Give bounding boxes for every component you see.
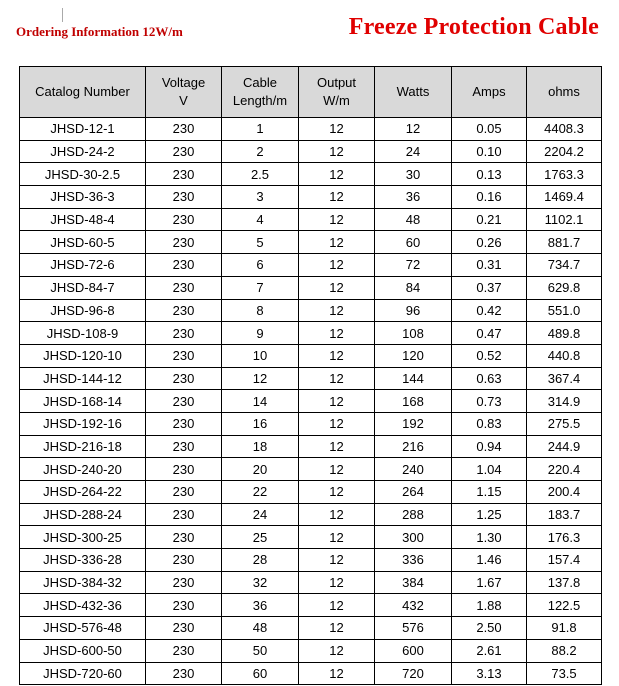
cell-amps: 2.61: [452, 639, 527, 662]
table-row: [20, 662, 602, 685]
table-row: [20, 186, 602, 209]
cell-ohms: 183.7: [527, 503, 602, 526]
cell-output: 12: [299, 617, 375, 640]
cell-cable-length: 25: [222, 526, 299, 549]
cell-amps: 1.15: [452, 481, 527, 504]
cell-amps: 0.10: [452, 140, 527, 163]
cell-catalog-number: JHSD-432-36: [20, 594, 146, 617]
cell-cable-length: 32: [222, 571, 299, 594]
table-row: [20, 254, 602, 277]
cell-voltage: 230: [146, 594, 222, 617]
cell-cable-length: 5: [222, 231, 299, 254]
cell-amps: 1.46: [452, 549, 527, 572]
table-row: [20, 140, 602, 163]
cell-watts: 288: [375, 503, 452, 526]
cell-amps: 1.30: [452, 526, 527, 549]
column-header-label: Catalog Number: [35, 84, 130, 99]
cell-ohms: 176.3: [527, 526, 602, 549]
cell-amps: 0.37: [452, 276, 527, 299]
cell-ohms: 881.7: [527, 231, 602, 254]
table-row: [20, 481, 602, 504]
column-header-catalog-number: [20, 67, 146, 118]
table-row: [20, 367, 602, 390]
column-header-cable-length: [222, 67, 299, 118]
margin-mark: [62, 8, 64, 22]
cell-ohms: 551.0: [527, 299, 602, 322]
cell-catalog-number: JHSD-96-8: [20, 299, 146, 322]
cell-output: 12: [299, 526, 375, 549]
cell-output: 12: [299, 254, 375, 277]
cell-amps: 0.05: [452, 118, 527, 141]
cell-cable-length: 4: [222, 208, 299, 231]
cell-catalog-number: JHSD-600-50: [20, 639, 146, 662]
cell-output: 12: [299, 503, 375, 526]
cell-watts: 432: [375, 594, 452, 617]
table-header: [20, 67, 602, 118]
cell-output: 12: [299, 594, 375, 617]
cell-catalog-number: JHSD-240-20: [20, 458, 146, 481]
cell-cable-length: 14: [222, 390, 299, 413]
cell-amps: 0.26: [452, 231, 527, 254]
cell-ohms: 489.8: [527, 322, 602, 345]
cell-amps: 0.31: [452, 254, 527, 277]
cell-catalog-number: JHSD-84-7: [20, 276, 146, 299]
cell-output: 12: [299, 458, 375, 481]
cell-voltage: 230: [146, 662, 222, 685]
cell-cable-length: 12: [222, 367, 299, 390]
cell-cable-length: 16: [222, 412, 299, 435]
cell-watts: 84: [375, 276, 452, 299]
table-row: [20, 503, 602, 526]
column-header-label: Cable: [243, 75, 277, 90]
cell-output: 12: [299, 571, 375, 594]
cell-amps: 0.63: [452, 367, 527, 390]
cell-voltage: 230: [146, 344, 222, 367]
cell-voltage: 230: [146, 526, 222, 549]
table-row: [20, 231, 602, 254]
cell-amps: 0.16: [452, 186, 527, 209]
cell-watts: 192: [375, 412, 452, 435]
cell-amps: 2.50: [452, 617, 527, 640]
cell-cable-length: 22: [222, 481, 299, 504]
cell-voltage: 230: [146, 390, 222, 413]
cell-amps: 0.94: [452, 435, 527, 458]
cell-watts: 72: [375, 254, 452, 277]
specification-table: [19, 66, 602, 685]
page-title: Freeze Protection Cable: [348, 14, 599, 40]
cell-amps: 0.21: [452, 208, 527, 231]
cell-ohms: 73.5: [527, 662, 602, 685]
cell-voltage: 230: [146, 571, 222, 594]
cell-ohms: 4408.3: [527, 118, 602, 141]
cell-catalog-number: JHSD-216-18: [20, 435, 146, 458]
cell-watts: 300: [375, 526, 452, 549]
cell-voltage: 230: [146, 435, 222, 458]
cell-voltage: 230: [146, 140, 222, 163]
cell-voltage: 230: [146, 617, 222, 640]
cell-voltage: 230: [146, 208, 222, 231]
cell-output: 12: [299, 435, 375, 458]
table-row: [20, 163, 602, 186]
cell-ohms: 734.7: [527, 254, 602, 277]
cell-ohms: 88.2: [527, 639, 602, 662]
cell-output: 12: [299, 140, 375, 163]
cell-output: 12: [299, 390, 375, 413]
cell-watts: 30: [375, 163, 452, 186]
cell-amps: 1.88: [452, 594, 527, 617]
cell-watts: 60: [375, 231, 452, 254]
cell-output: 12: [299, 662, 375, 685]
cell-watts: 264: [375, 481, 452, 504]
table-row: [20, 639, 602, 662]
cell-voltage: 230: [146, 367, 222, 390]
cell-amps: 1.04: [452, 458, 527, 481]
cell-catalog-number: JHSD-36-3: [20, 186, 146, 209]
cell-catalog-number: JHSD-384-32: [20, 571, 146, 594]
column-header-label: Voltage: [161, 75, 206, 90]
cell-catalog-number: JHSD-24-2: [20, 140, 146, 163]
cell-voltage: 230: [146, 276, 222, 299]
table-row: [20, 526, 602, 549]
cell-cable-length: 3: [222, 186, 299, 209]
table-row: [20, 344, 602, 367]
cell-output: 12: [299, 322, 375, 345]
cell-voltage: 230: [146, 481, 222, 504]
cell-cable-length: 10: [222, 344, 299, 367]
cell-output: 12: [299, 549, 375, 572]
cell-voltage: 230: [146, 163, 222, 186]
table-row: [20, 458, 602, 481]
cell-ohms: 1763.3: [527, 163, 602, 186]
table-row: [20, 208, 602, 231]
cell-voltage: 230: [146, 549, 222, 572]
column-header-label: Output: [316, 75, 357, 90]
cell-cable-length: 7: [222, 276, 299, 299]
table-row: [20, 276, 602, 299]
cell-cable-length: 60: [222, 662, 299, 685]
cell-cable-length: 24: [222, 503, 299, 526]
cell-ohms: 91.8: [527, 617, 602, 640]
cell-catalog-number: JHSD-144-12: [20, 367, 146, 390]
cell-voltage: 230: [146, 186, 222, 209]
cell-catalog-number: JHSD-12-1: [20, 118, 146, 141]
cell-amps: 0.83: [452, 412, 527, 435]
cell-voltage: 230: [146, 254, 222, 277]
cell-catalog-number: JHSD-576-48: [20, 617, 146, 640]
cell-watts: 12: [375, 118, 452, 141]
cell-ohms: 1102.1: [527, 208, 602, 231]
cell-ohms: 1469.4: [527, 186, 602, 209]
cell-output: 12: [299, 163, 375, 186]
cell-watts: 96: [375, 299, 452, 322]
cell-output: 12: [299, 118, 375, 141]
cell-watts: 48: [375, 208, 452, 231]
table-row: [20, 118, 602, 141]
cell-watts: 168: [375, 390, 452, 413]
cell-ohms: 275.5: [527, 412, 602, 435]
cell-cable-length: 2: [222, 140, 299, 163]
cell-cable-length: 2.5: [222, 163, 299, 186]
column-header-output: [299, 67, 375, 118]
cell-watts: 144: [375, 367, 452, 390]
cell-catalog-number: JHSD-108-9: [20, 322, 146, 345]
cell-voltage: 230: [146, 118, 222, 141]
header-row: [20, 67, 602, 118]
cell-watts: 36: [375, 186, 452, 209]
table-row: [20, 549, 602, 572]
table-row: [20, 322, 602, 345]
cell-watts: 600: [375, 639, 452, 662]
cell-ohms: 200.4: [527, 481, 602, 504]
cell-cable-length: 8: [222, 299, 299, 322]
table-row: [20, 390, 602, 413]
cell-ohms: 122.5: [527, 594, 602, 617]
cell-voltage: 230: [146, 299, 222, 322]
ordering-information-heading: Ordering Information 12W/m: [16, 24, 183, 39]
cell-output: 12: [299, 208, 375, 231]
cell-voltage: 230: [146, 458, 222, 481]
column-header-label: Watts: [396, 84, 430, 99]
column-header-label: ohms: [548, 84, 580, 99]
cell-catalog-number: JHSD-48-4: [20, 208, 146, 231]
cell-output: 12: [299, 231, 375, 254]
cell-output: 12: [299, 276, 375, 299]
cell-watts: 576: [375, 617, 452, 640]
cell-catalog-number: JHSD-120-10: [20, 344, 146, 367]
cell-watts: 384: [375, 571, 452, 594]
cell-output: 12: [299, 481, 375, 504]
column-header-unit: W/m: [323, 93, 350, 108]
cell-amps: 0.52: [452, 344, 527, 367]
column-header-amps: [452, 67, 527, 118]
column-header-unit: Length/m: [232, 93, 288, 108]
cell-watts: 24: [375, 140, 452, 163]
cell-voltage: 230: [146, 639, 222, 662]
cell-catalog-number: JHSD-336-28: [20, 549, 146, 572]
cell-cable-length: 28: [222, 549, 299, 572]
cell-voltage: 230: [146, 503, 222, 526]
cell-ohms: 157.4: [527, 549, 602, 572]
column-header-unit: V: [179, 93, 188, 108]
table-row: [20, 571, 602, 594]
cell-output: 12: [299, 299, 375, 322]
cell-catalog-number: JHSD-720-60: [20, 662, 146, 685]
cell-watts: 240: [375, 458, 452, 481]
cell-cable-length: 1: [222, 118, 299, 141]
table-row: [20, 617, 602, 640]
cell-voltage: 230: [146, 412, 222, 435]
cell-amps: 0.42: [452, 299, 527, 322]
cell-watts: 120: [375, 344, 452, 367]
cell-ohms: 2204.2: [527, 140, 602, 163]
cell-ohms: 137.8: [527, 571, 602, 594]
cell-watts: 336: [375, 549, 452, 572]
table-body: [20, 118, 602, 685]
cell-cable-length: 18: [222, 435, 299, 458]
cell-ohms: 314.9: [527, 390, 602, 413]
cell-ohms: 367.4: [527, 367, 602, 390]
cell-amps: 1.25: [452, 503, 527, 526]
cell-ohms: 440.8: [527, 344, 602, 367]
cell-output: 12: [299, 186, 375, 209]
table-row: [20, 412, 602, 435]
cell-catalog-number: JHSD-168-14: [20, 390, 146, 413]
cell-amps: 1.67: [452, 571, 527, 594]
cell-cable-length: 6: [222, 254, 299, 277]
cell-output: 12: [299, 639, 375, 662]
cell-watts: 720: [375, 662, 452, 685]
table-row: [20, 594, 602, 617]
column-header-watts: [375, 67, 452, 118]
cell-cable-length: 9: [222, 322, 299, 345]
cell-cable-length: 20: [222, 458, 299, 481]
cell-catalog-number: JHSD-264-22: [20, 481, 146, 504]
cell-amps: 3.13: [452, 662, 527, 685]
table-row: [20, 435, 602, 458]
cell-watts: 108: [375, 322, 452, 345]
cell-cable-length: 36: [222, 594, 299, 617]
cell-cable-length: 48: [222, 617, 299, 640]
cell-catalog-number: JHSD-288-24: [20, 503, 146, 526]
cell-catalog-number: JHSD-300-25: [20, 526, 146, 549]
table-row: [20, 299, 602, 322]
cell-output: 12: [299, 344, 375, 367]
cell-ohms: 244.9: [527, 435, 602, 458]
cell-voltage: 230: [146, 231, 222, 254]
column-header-ohms: [527, 67, 602, 118]
cell-ohms: 629.8: [527, 276, 602, 299]
cell-ohms: 220.4: [527, 458, 602, 481]
cell-amps: 0.13: [452, 163, 527, 186]
cell-catalog-number: JHSD-72-6: [20, 254, 146, 277]
cell-watts: 216: [375, 435, 452, 458]
cell-cable-length: 50: [222, 639, 299, 662]
cell-amps: 0.47: [452, 322, 527, 345]
cell-voltage: 230: [146, 322, 222, 345]
cell-output: 12: [299, 412, 375, 435]
cell-catalog-number: JHSD-192-16: [20, 412, 146, 435]
cell-catalog-number: JHSD-30-2.5: [20, 163, 146, 186]
cell-amps: 0.73: [452, 390, 527, 413]
cell-catalog-number: JHSD-60-5: [20, 231, 146, 254]
cell-output: 12: [299, 367, 375, 390]
column-header-label: Amps: [472, 84, 506, 99]
column-header-voltage: [146, 67, 222, 118]
